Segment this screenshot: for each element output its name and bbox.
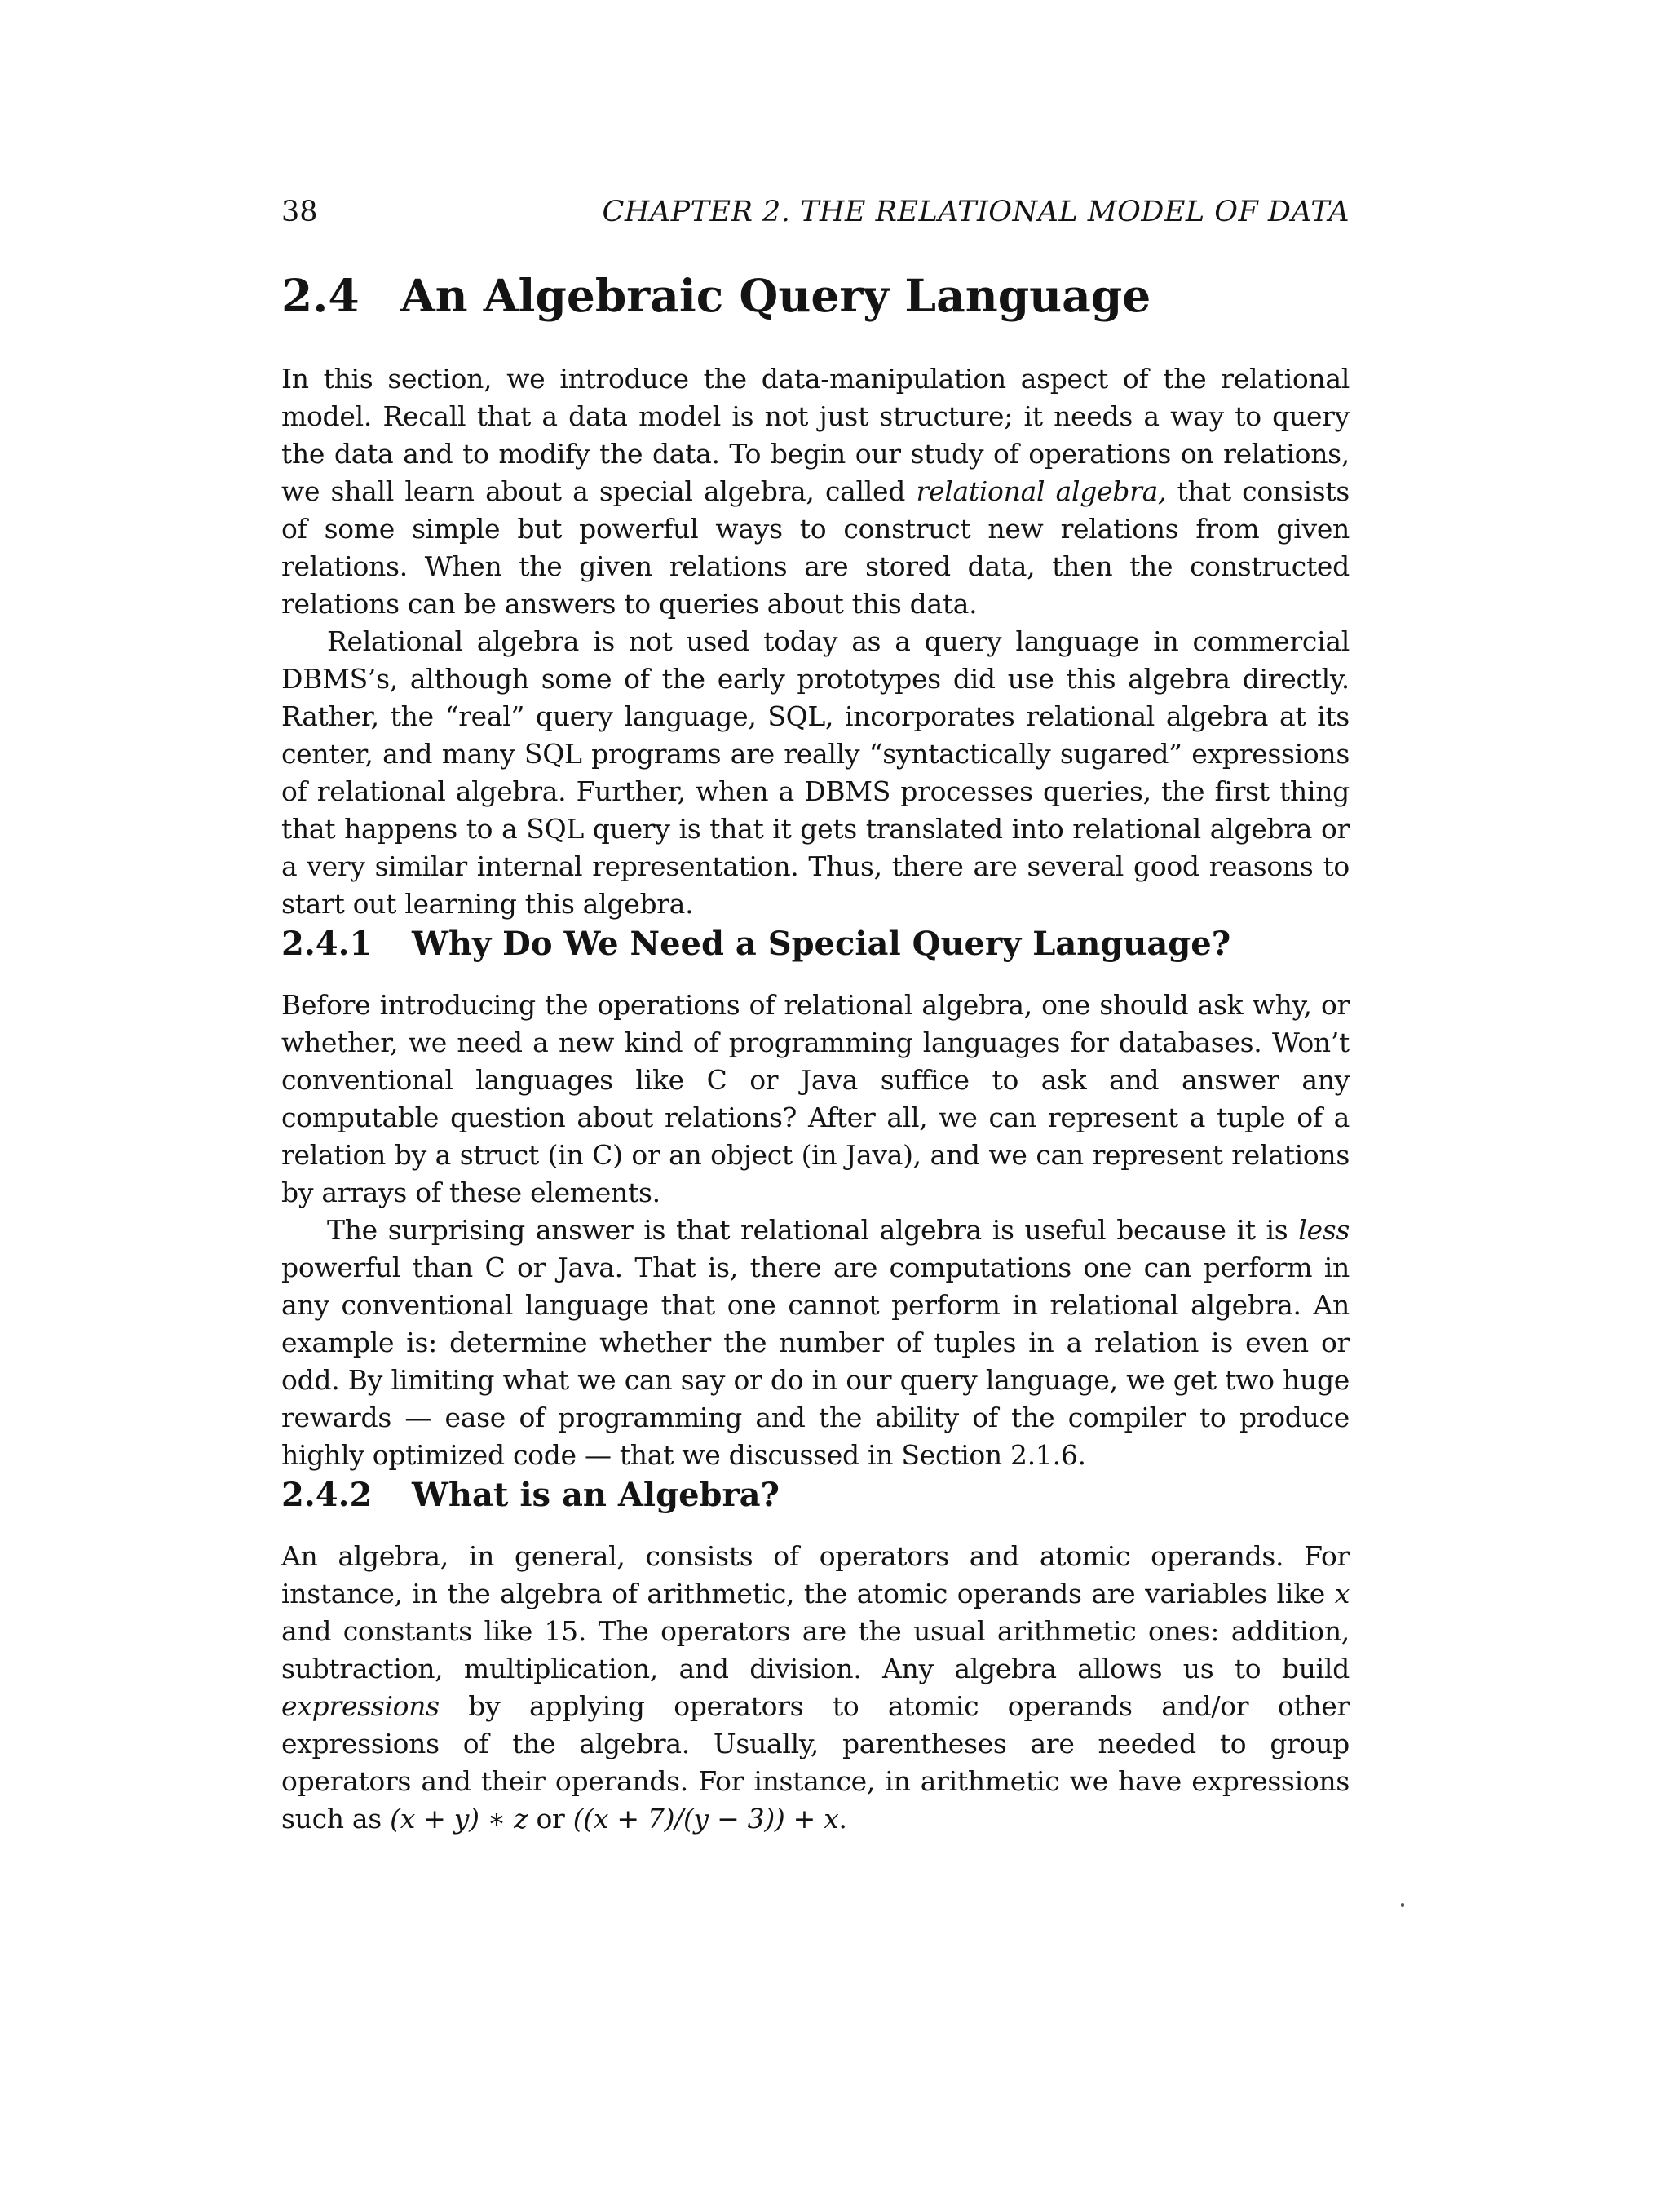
subsection-title: What is an Algebra? — [412, 1476, 780, 1514]
subsection-title: Why Do We Need a Special Query Language? — [412, 925, 1231, 963]
text-run: and constants like 15. The operators are the usual arithmetic ones: addition, subtraction, multiplication, and division. Any algebra allows us to build — [281, 1615, 1350, 1684]
chapter-title: CHAPTER 2. THE RELATIONAL MODEL OF DATA — [602, 196, 1350, 228]
section-title: An Algebraic Query Language — [400, 269, 1151, 322]
text-run: The surprising answer is that relational algebra is useful because it is — [327, 1214, 1299, 1246]
math-expression: (x + y) ∗ z — [390, 1803, 528, 1835]
text-run: . — [838, 1803, 847, 1835]
section-heading — [281, 267, 1350, 325]
text-run: powerful than C or Java. That is, there are computations one can perform in any conventional language that one cannot perform in relational algebra. An example is: determine whether the number of tuples in a relation is even or odd. By limiting what we can say or do in our query language, we get two huge rewards — ease of programming and the ability of the compiler to produce highly optimized code — that we discussed in Section 2.1.6. — [281, 1252, 1350, 1471]
intro-paragraph-2: Relational algebra is not used today as a query language in commercial DBMS’s, although some of the early prototypes did use this algebra directly. Rather, the “real” query language, SQL, incorporates relational algebra at its center, and many SQL programs are really “syntactically sugared” expressions of relational algebra. Further, when a DBMS processes queries, the first thing that happens to a SQL query is that it gets translated into relational algebra or a very similar internal representation. Thus, there are several good reasons to start out learning this algebra. — [281, 625, 1350, 920]
running-head — [281, 194, 1350, 230]
subsection-number: 2.4.2 — [281, 1476, 373, 1514]
section-number: 2.4 — [281, 269, 360, 322]
page — [281, 194, 1350, 1838]
page-number: 38 — [281, 196, 318, 228]
text-run: An algebra, in general, consists of operators and atomic operands. For instance, in the algebra of arithmetic, the atomic operands are variables like — [281, 1540, 1350, 1609]
subsection-1-paragraph-2 — [281, 1212, 1350, 1474]
subsection-2-paragraph-1 — [281, 1538, 1350, 1838]
text-run: In this section, we introduce the data-manipulation aspect of the relational model. Recall that a data model is not just structure; it needs a way to query the data and to modify the data. To begin our study of operations on relations, we shall learn about a special algebra, called — [281, 363, 1350, 507]
text-run: by applying operators to atomic operands and/or other expressions of the algebra. Usually, parentheses are needed to group operators and their operands. For instance, in arithmetic we have expressions such as — [281, 1690, 1350, 1835]
scan-speck — [1401, 1903, 1404, 1907]
intro-paragraph-1 — [281, 360, 1350, 623]
emphasis: relational algebra, — [916, 475, 1167, 507]
subsection-1-paragraph-1: Before introducing the operations of relational algebra, one should ask why, or whether, we need a new kind of programming languages for databases. Won’t conventional languages like C or Java suffice to ask and answer any computable question about relations? After all, we can represent a tuple of a relation by a struct (in C) or an object (in Java), and we can represent relations by arrays of these elements. — [281, 989, 1350, 1208]
subsection-heading-2-4-2 — [281, 1474, 1350, 1517]
math-expression: ((x + 7)/(y − 3)) + x — [572, 1803, 839, 1835]
text-run: that consists of some simple but powerful ways to construct new relations from given relations. When the given relations are stored data, then the constructed relations can be answers to queries about this data. — [281, 475, 1350, 620]
emphasis: less — [1298, 1214, 1350, 1246]
subsection-heading-2-4-1 — [281, 923, 1350, 965]
subsection-number: 2.4.1 — [281, 925, 373, 963]
math-variable: x — [1334, 1578, 1350, 1609]
text-run: or — [528, 1803, 573, 1835]
emphasis: expressions — [281, 1690, 440, 1722]
